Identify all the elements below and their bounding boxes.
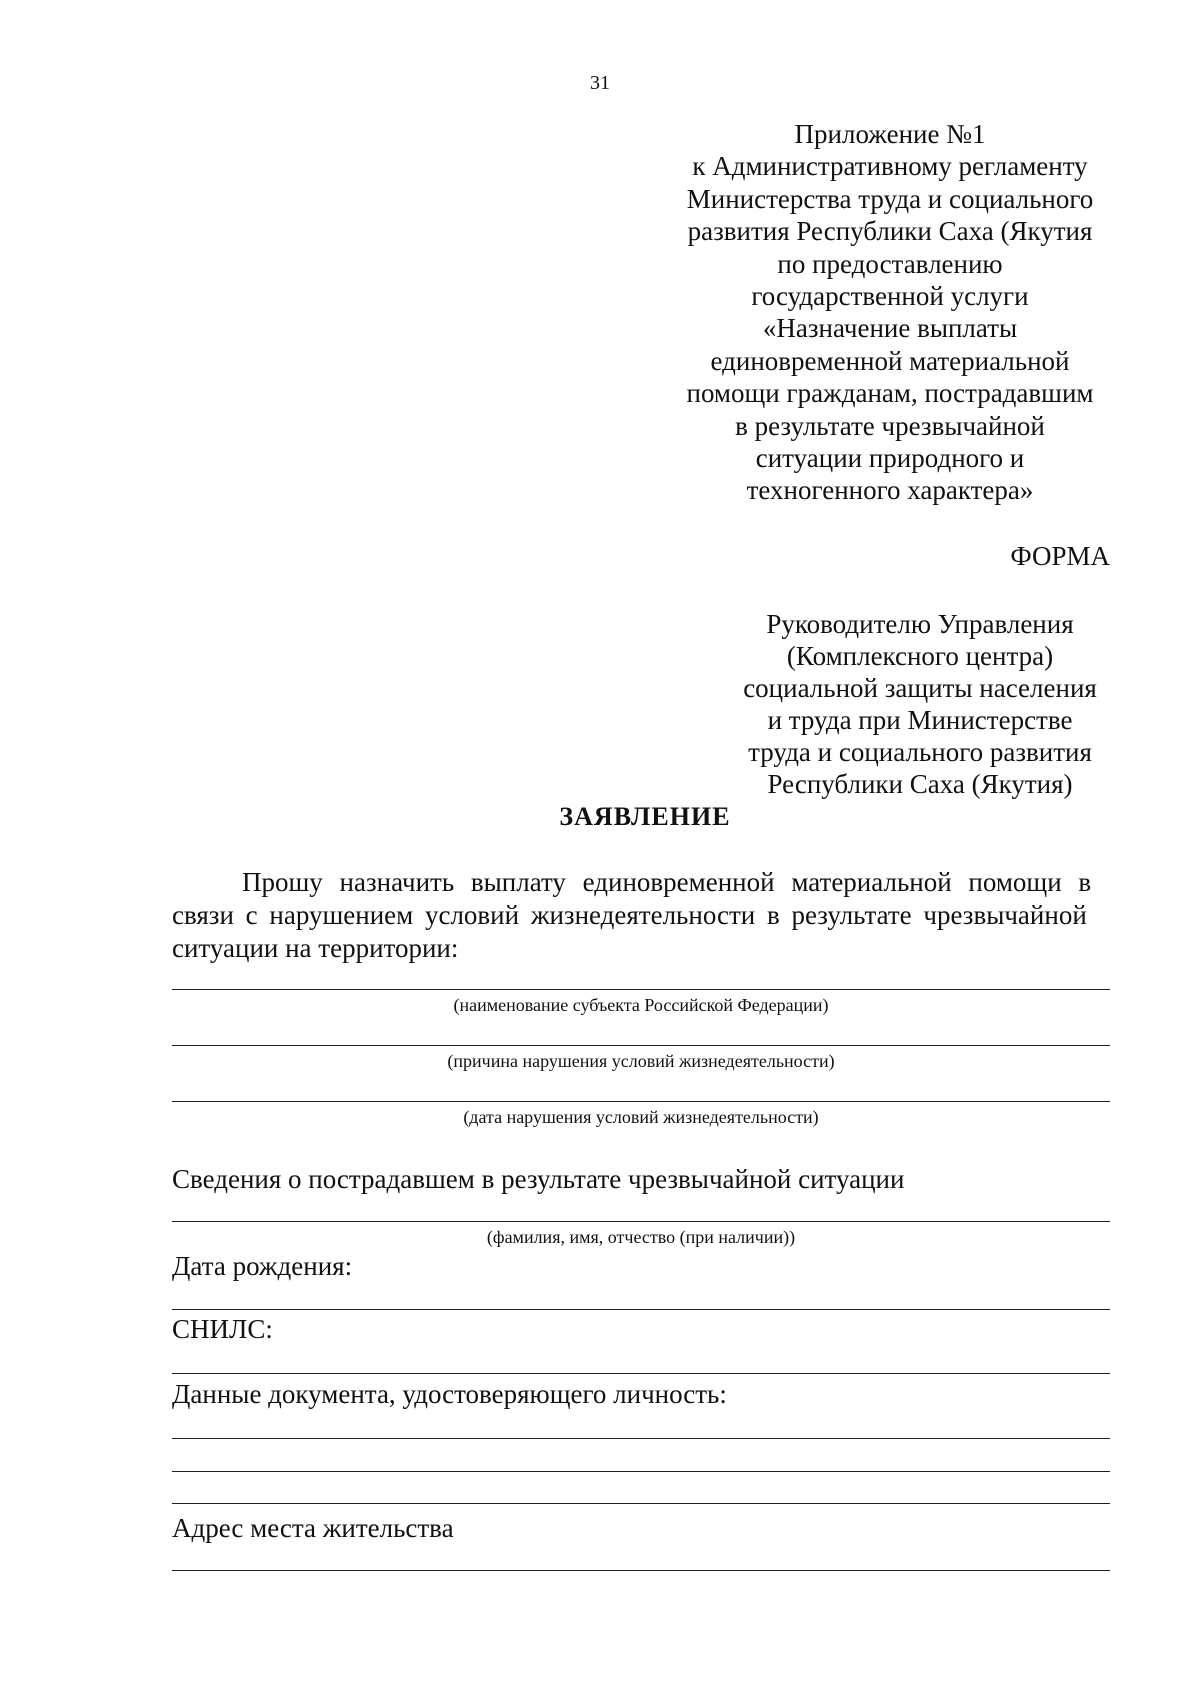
reason-caption: (причина нарушения условий жизнедеятельности) (447, 1051, 835, 1071)
subject-caption: (наименование субъекта Российской Федерации) (453, 995, 829, 1015)
subject-blank-line[interactable] (172, 989, 1110, 990)
appendix-line: развития Республики Саха (Якутия (687, 216, 1093, 247)
address-blank-line[interactable] (172, 1570, 1110, 1571)
appendix-line: Министерства труда и социального (686, 183, 1094, 214)
appendix-line: помощи гражданам, пострадавшим (686, 378, 1094, 409)
date-blank-line[interactable] (172, 1101, 1110, 1102)
appendix-line: Приложение №1 (794, 119, 986, 149)
date-caption: (дата нарушения условий жизнедеятельности) (463, 1107, 819, 1127)
appendix-line: единовременной материальной (710, 345, 1070, 376)
victim-section-heading: Сведения о пострадавшем в результате чрезвычайной ситуации (172, 1164, 905, 1194)
address-label: Адрес места жительства (172, 1513, 454, 1543)
fio-blank-line[interactable] (172, 1221, 1110, 1222)
birth-date-label: Дата рождения: (172, 1251, 353, 1281)
id-document-blank-line-1[interactable] (172, 1438, 1110, 1439)
appendix-line: государственной услуги (751, 281, 1029, 312)
snils-blank-line[interactable] (172, 1373, 1110, 1374)
form-label: ФОРМА (1010, 541, 1110, 571)
page-number: 31 (590, 72, 610, 94)
snils-label: СНИЛС: (172, 1314, 273, 1344)
document-title: ЗАЯВЛЕНИЕ (559, 802, 731, 831)
appendix-line: в результате чрезвычайной (735, 410, 1045, 441)
appendix-line: «Назначение выплаты (762, 313, 1018, 344)
request-line: связи с нарушением условий жизнедеятельности в результате чрезвычайной (172, 900, 1087, 930)
addressee-line: Республики Саха (Якутия) (767, 769, 1073, 799)
id-document-blank-line-3[interactable] (172, 1503, 1110, 1504)
appendix-line: по предоставлению (777, 248, 1003, 279)
birth-date-blank-line[interactable] (172, 1309, 1110, 1310)
request-paragraph (172, 866, 1117, 965)
appendix-header (670, 118, 1110, 507)
addressee-line: (Комплексного центра) (786, 641, 1054, 671)
request-line: Прошу назначить выплату единовременной материальной помощи в (242, 867, 1092, 897)
id-document-label: Данные документа, удостоверяющего личность: (172, 1379, 727, 1409)
appendix-line: к Административному регламенту (692, 151, 1088, 182)
addressee-line: и труда при Министерстве (767, 705, 1073, 735)
addressee-line: Руководителю Управления (766, 609, 1074, 639)
request-line: ситуации на территории: (172, 933, 459, 963)
id-document-blank-line-2[interactable] (172, 1471, 1110, 1472)
appendix-line: ситуации природного и (755, 443, 1025, 474)
addressee-line: труда и социального развития (748, 737, 1092, 767)
fio-caption: (фамилия, имя, отчество (при наличии)) (486, 1227, 796, 1247)
addressee-line: социальной защиты населения (743, 673, 1097, 703)
appendix-line: техногенного характера» (746, 475, 1034, 506)
addressee-block (720, 608, 1120, 800)
reason-blank-line[interactable] (172, 1045, 1110, 1046)
